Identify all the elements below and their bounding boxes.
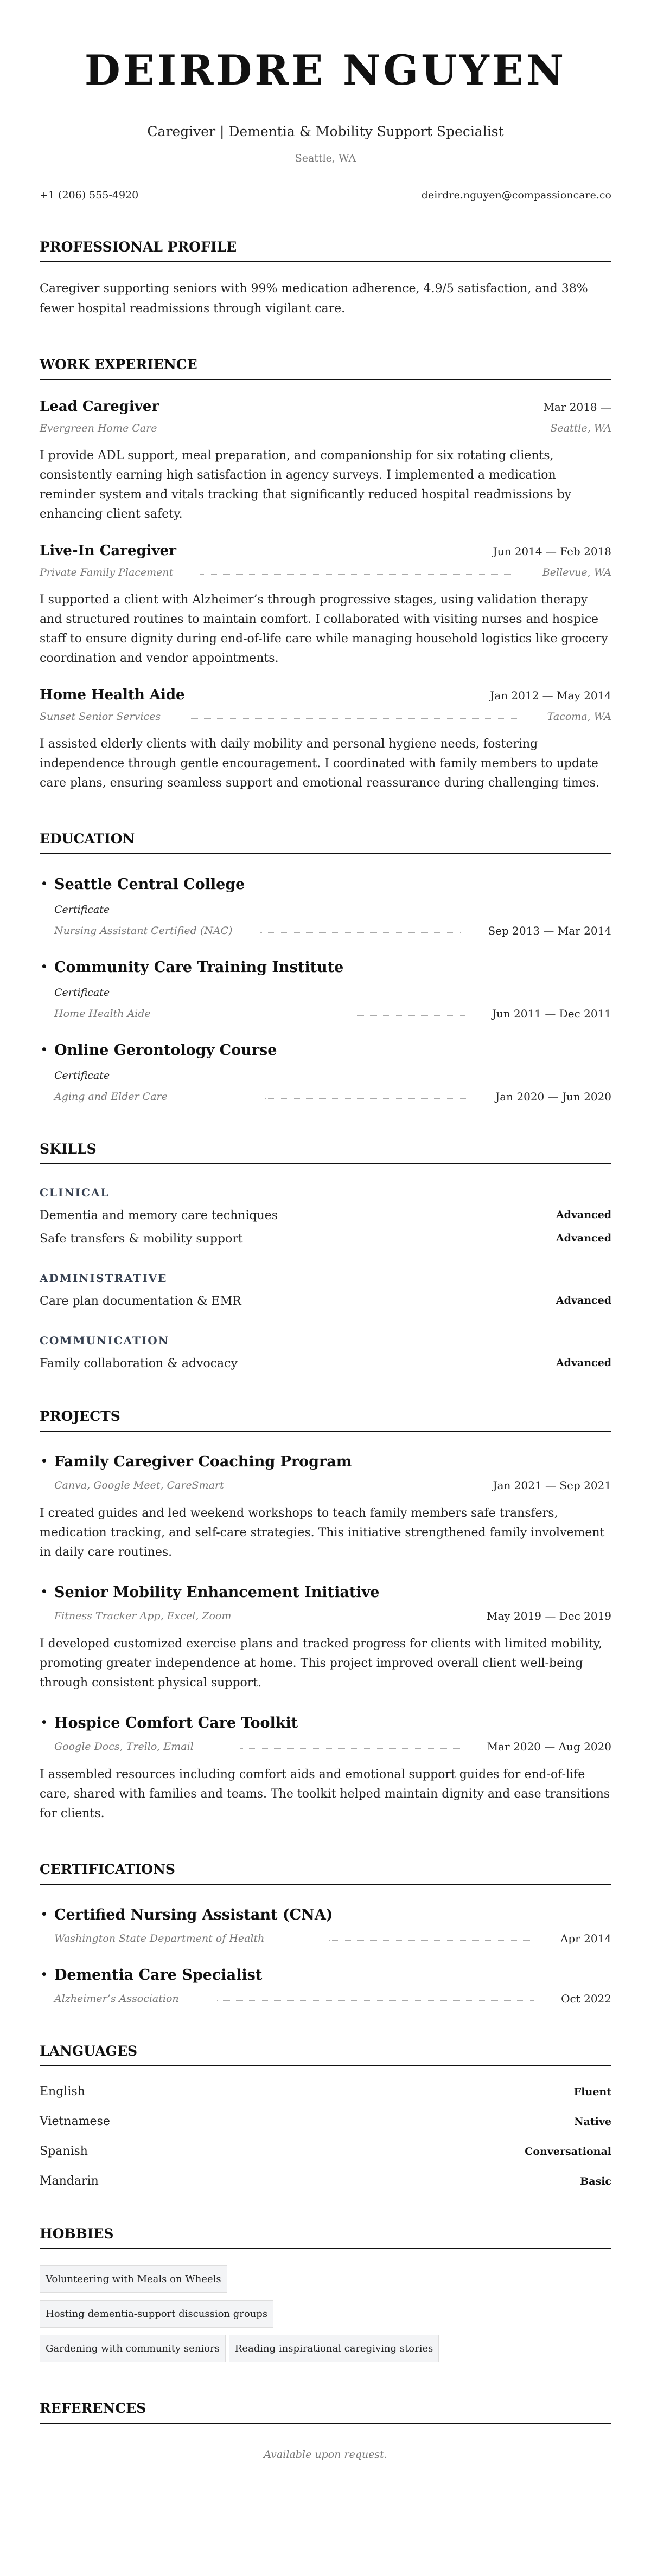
skill-level: Advanced — [556, 1232, 611, 1244]
certification-date: Oct 2022 — [561, 1992, 611, 2005]
dotted-leader — [217, 2000, 534, 2001]
skill-name: Care plan documentation & EMR — [40, 1295, 241, 1308]
language-level: Native — [574, 2116, 611, 2128]
dotted-leader — [357, 1015, 465, 1016]
project-dates: Jan 2021 — Sep 2021 — [493, 1479, 611, 1492]
job-description: I supported a client with Alzheimer’s through progressive stages, using validation therapy and structured routines to maintain comfort. I collaborated with visiting nurses and hospice staff to ensure dignity during end-of-life care while managing household logistics like grocery coordination and vendor appointments. — [40, 593, 608, 665]
project-description: I assembled resources including comfort aids and emotional support guides for end-of-life care, shared with families and teams. The toolkit helped maintain dignity and ease transitions for clients. — [40, 1768, 610, 1820]
project-entry — [40, 1453, 611, 1562]
section-title: PROJECTS — [40, 1408, 611, 1432]
hobby-chip: Gardening with community seniors — [40, 2335, 226, 2362]
skill-row — [40, 1209, 611, 1222]
dotted-leader — [329, 1940, 533, 1941]
section-hobbies — [40, 2226, 611, 2362]
language-name: Vietnamese — [40, 2115, 110, 2128]
dotted-leader — [240, 1748, 460, 1749]
dotted-leader — [265, 1098, 468, 1099]
project-tools: Canva, Google Meet, CareSmart — [54, 1479, 224, 1491]
job-company: Evergreen Home Care — [40, 422, 157, 434]
bullet-icon: • — [41, 877, 48, 890]
job-dates: Jun 2014 — Feb 2018 — [493, 545, 611, 558]
skill-category: CLINICAL — [40, 1186, 110, 1199]
education-entry — [40, 876, 611, 937]
project-name: Family Caregiver Coaching Program — [54, 1453, 352, 1470]
project-entry — [40, 1715, 611, 1824]
skill-category: COMMUNICATION — [40, 1334, 169, 1347]
project-tools: Fitness Tracker App, Excel, Zoom — [54, 1610, 232, 1622]
education-entry — [40, 1042, 611, 1103]
hobby-chip: Hosting dementia-support discussion groups — [40, 2300, 273, 2328]
skill-name: Family collaboration & advocacy — [40, 1357, 238, 1370]
certification-name: Certified Nursing Assistant (CNA) — [54, 1907, 333, 1923]
candidate-location: Seattle, WA — [295, 152, 356, 164]
project-description: I created guides and led weekend workshops to teach family members safe transfers, medication tracking, and self-care strategies. This initiative strengthened family involvement in daily care routines. — [40, 1506, 605, 1559]
certification-date: Apr 2014 — [560, 1932, 611, 1945]
bullet-icon: • — [41, 1585, 48, 1598]
language-row — [40, 2144, 611, 2158]
section-certifications — [40, 1862, 611, 2005]
section-projects — [40, 1408, 611, 1824]
language-level: Conversational — [525, 2146, 611, 2158]
section-references — [40, 2400, 611, 2461]
job-company: Private Family Placement — [40, 566, 174, 578]
job-location: Seattle, WA — [550, 422, 611, 434]
education-dates: Sep 2013 — Mar 2014 — [488, 924, 611, 937]
section-work-experience — [40, 357, 611, 793]
candidate-tagline: Caregiver | Dementia & Mobility Support Specialist — [147, 124, 504, 139]
field-of-study: Home Health Aide — [54, 1008, 151, 1020]
job-title: Live-In Caregiver — [40, 543, 176, 559]
profile-text: Caregiver supporting seniors with 99% medication adherence, 4.9/5 satisfaction, and 38% fewer hospital readmissions through vigilant care. — [40, 282, 588, 315]
language-level: Fluent — [573, 2086, 611, 2098]
language-row — [40, 2115, 611, 2128]
skill-level: Advanced — [556, 1295, 611, 1306]
project-name: Hospice Comfort Care Toolkit — [54, 1715, 298, 1731]
language-row — [40, 2085, 611, 2098]
language-name: Mandarin — [40, 2174, 99, 2188]
language-row — [40, 2174, 611, 2188]
section-education — [40, 831, 611, 1103]
section-title: WORK EXPERIENCE — [40, 357, 611, 380]
skill-row — [40, 1232, 611, 1246]
project-dates: May 2019 — Dec 2019 — [487, 1609, 611, 1622]
job-title: Home Health Aide — [40, 687, 185, 703]
section-languages — [40, 2043, 611, 2188]
job-description: I provide ADL support, meal preparation, and companionship for six rotating clients, consistently earning high satisfaction in agency surveys. I implemented a medication reminder system and vitals tracking that significantly reduced hospital readmissions by enhancing client safety. — [40, 449, 572, 521]
skill-level: Advanced — [556, 1357, 611, 1369]
certification-issuer: Washington State Department of Health — [54, 1933, 265, 1944]
phone-number: +1 (206) 555-4920 — [40, 189, 139, 201]
degree: Certificate — [54, 987, 110, 999]
skill-category: ADMINISTRATIVE — [40, 1272, 168, 1285]
job-title: Lead Caregiver — [40, 398, 159, 415]
section-profile — [40, 239, 611, 319]
skill-level: Advanced — [556, 1209, 611, 1221]
job-location: Tacoma, WA — [547, 711, 611, 723]
school-name: Online Gerontology Course — [54, 1042, 277, 1059]
candidate-name: DEIRDRE NGUYEN — [84, 46, 567, 94]
section-title: SKILLS — [40, 1141, 611, 1164]
project-dates: Mar 2020 — Aug 2020 — [487, 1740, 611, 1753]
certification-entry — [40, 1907, 611, 1945]
language-list — [40, 2085, 611, 2188]
job-dates: Jan 2012 — May 2014 — [490, 689, 611, 702]
job-dates: Mar 2018 — — [543, 401, 611, 414]
project-description: I developed customized exercise plans and tracked progress for clients with limited mobility, promoting greater independence at home. This project improved overall client well-being through consistent physical support. — [40, 1637, 603, 1690]
dotted-leader — [200, 574, 515, 575]
job-description: I assisted elderly clients with daily mobility and personal hygiene needs, fostering independence through gentle encouragement. I coordinated with family members to update care plans, ensuring seamless support and emotional reassurance during challenging times. — [40, 737, 600, 790]
bullet-icon: • — [41, 1716, 48, 1729]
skill-row — [40, 1357, 611, 1370]
resume-header — [40, 46, 611, 201]
skill-name: Safe transfers & mobility support — [40, 1232, 243, 1246]
hobby-chip: Volunteering with Meals on Wheels — [40, 2265, 227, 2293]
project-entry — [40, 1584, 611, 1693]
school-name: Seattle Central College — [54, 876, 245, 893]
email-address: deirdre.nguyen@compassioncare.co — [421, 189, 611, 201]
hobby-chips — [40, 2265, 452, 2362]
certification-issuer: Alzheimer’s Association — [54, 1993, 179, 2005]
language-name: English — [40, 2085, 85, 2098]
section-title: EDUCATION — [40, 831, 611, 854]
section-title: CERTIFICATIONS — [40, 1862, 611, 1885]
field-of-study: Aging and Elder Care — [54, 1091, 168, 1103]
job-entry — [40, 398, 611, 524]
degree: Certificate — [54, 904, 110, 916]
certification-name: Dementia Care Specialist — [54, 1967, 263, 1983]
bullet-icon: • — [41, 1043, 48, 1056]
project-tools: Google Docs, Trello, Email — [54, 1741, 194, 1753]
hobby-chip: Reading inspirational caregiving stories — [229, 2335, 439, 2362]
certification-entry — [40, 1967, 611, 2005]
section-skills — [40, 1141, 611, 1370]
skill-row — [40, 1295, 611, 1308]
section-title: LANGUAGES — [40, 2043, 611, 2066]
education-dates: Jan 2020 — Jun 2020 — [495, 1090, 611, 1103]
project-name: Senior Mobility Enhancement Initiative — [54, 1584, 380, 1601]
education-dates: Jun 2011 — Dec 2011 — [492, 1007, 611, 1020]
language-name: Spanish — [40, 2144, 88, 2158]
job-company: Sunset Senior Services — [40, 711, 161, 723]
job-location: Bellevue, WA — [542, 566, 611, 578]
section-title: PROFESSIONAL PROFILE — [40, 239, 611, 262]
dotted-leader — [260, 932, 461, 933]
bullet-icon: • — [41, 1908, 48, 1921]
section-title: REFERENCES — [40, 2400, 611, 2424]
degree: Certificate — [54, 1070, 110, 1081]
bullet-icon: • — [41, 1968, 48, 1981]
school-name: Community Care Training Institute — [54, 959, 344, 976]
education-entry — [40, 959, 611, 1020]
dotted-leader — [188, 718, 520, 719]
contact-row — [40, 189, 611, 201]
field-of-study: Nursing Assistant Certified (NAC) — [54, 925, 233, 937]
bullet-icon: • — [41, 1454, 48, 1467]
job-entry — [40, 543, 611, 668]
language-level: Basic — [580, 2175, 611, 2187]
bullet-icon: • — [41, 960, 48, 973]
references-text: Available upon request. — [264, 2449, 387, 2461]
job-entry — [40, 687, 611, 793]
skill-name: Dementia and memory care techniques — [40, 1209, 278, 1222]
section-title: HOBBIES — [40, 2226, 611, 2249]
